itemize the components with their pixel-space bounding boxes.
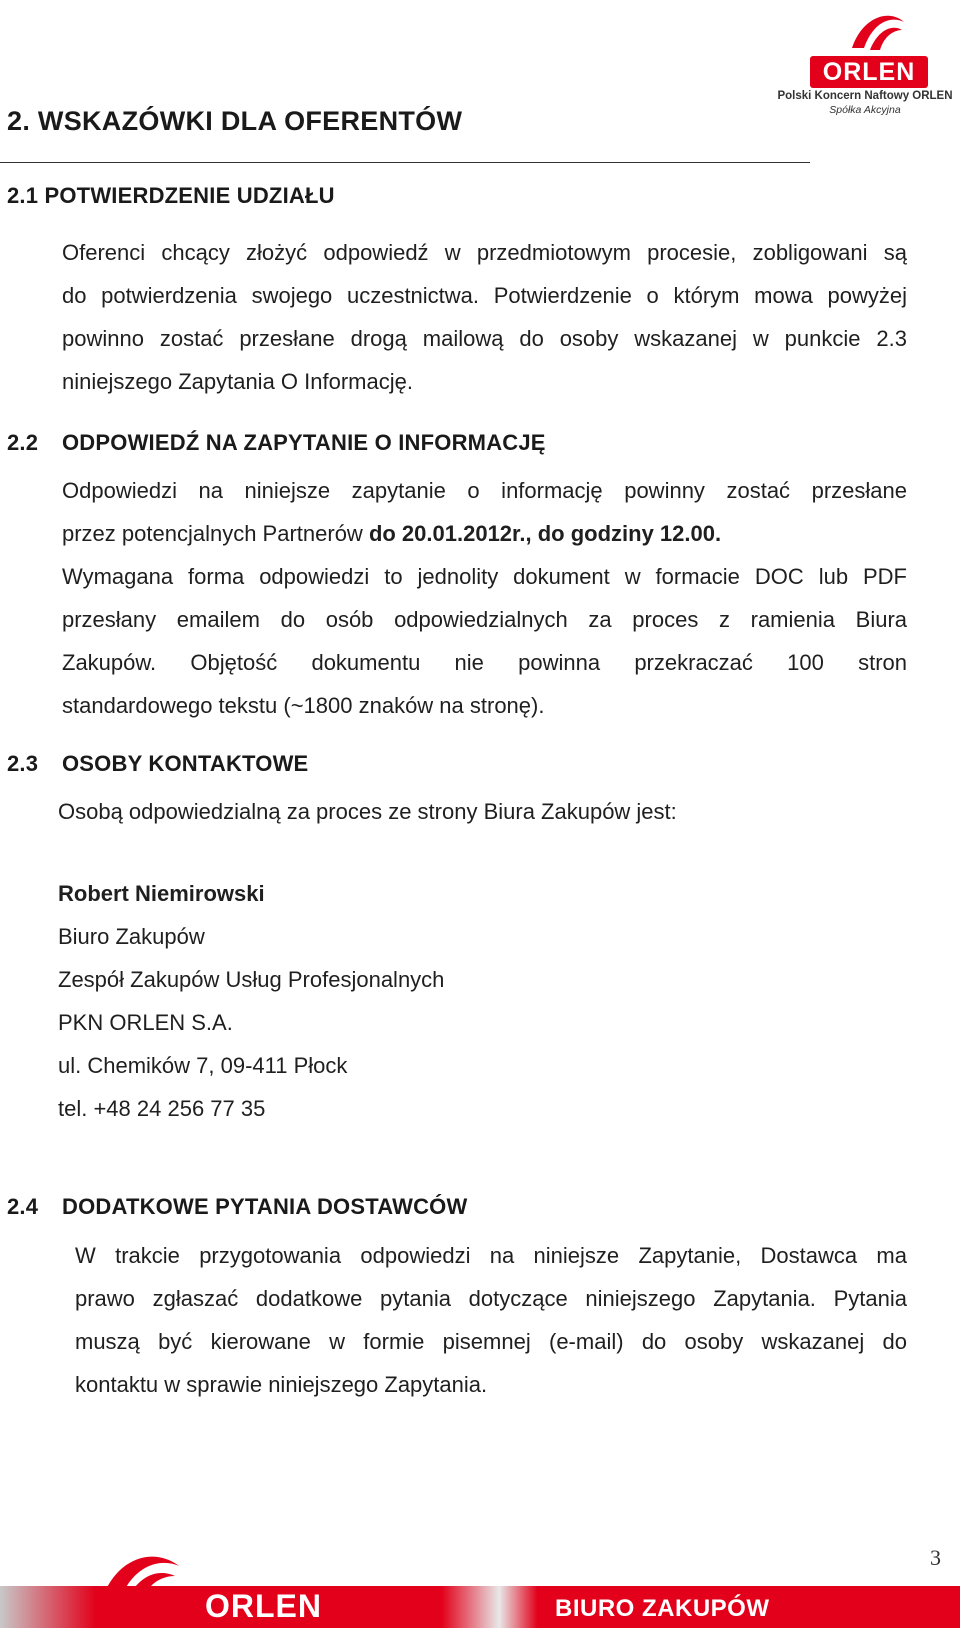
contact-team: Zespół Zakupów Usług Profesjonalnych (58, 967, 445, 992)
section-number: 2.2 (7, 430, 39, 455)
contact-company: PKN ORLEN S.A. (58, 1010, 233, 1035)
section-title: OSOBY KONTAKTOWE (62, 751, 309, 776)
paragraph-line: Zakupów. Objętość dokumentu nie powinna przekraczać 100 stron (62, 650, 907, 675)
footer-department: BIURO ZAKUPÓW (555, 1595, 770, 1622)
orlen-logo (770, 8, 960, 118)
paragraph-line: niniejszego Zapytania O Informację. (62, 369, 413, 394)
section-2-3-heading (7, 751, 308, 777)
title-divider (0, 162, 810, 163)
footer-banner (0, 1540, 960, 1640)
section-2-2-body (62, 469, 907, 727)
page-number: 3 (930, 1545, 941, 1570)
paragraph-line-deadline (62, 512, 907, 555)
section-2-4-heading (7, 1194, 467, 1220)
footer-stripe (0, 1586, 960, 1628)
paragraph-line: powinno zostać przesłane drogą mailową do osoby wskazanej w punkcie 2.3 (62, 326, 907, 351)
section-2-1-body (62, 231, 907, 403)
paragraph-line: Wymagana forma odpowiedzi to jednolity dokument w formacie DOC lub PDF (62, 564, 907, 589)
paragraph-line: standardowego tekstu (~1800 znaków na stronę). (62, 693, 545, 718)
section-number: 2.1 (7, 183, 39, 208)
logo-company-name: Polski Koncern Naftowy ORLEN (777, 90, 953, 102)
section-number: 2.3 (7, 751, 39, 776)
section-title: ODPOWIEDŹ NA ZAPYTANIE O INFORMACJĘ (62, 430, 546, 455)
contact-address: ul. Chemików 7, 09-411 Płock (58, 1053, 348, 1078)
page-title: 2. WSKAZÓWKI DLA OFERENTÓW (7, 106, 463, 136)
section-2-4-body (75, 1234, 907, 1406)
paragraph-line: prawo zgłaszać dodatkowe pytania dotyczące niniejszego Zapytania. Pytania (75, 1286, 907, 1311)
paragraph-line: przesłany emailem do osób odpowiedzialnych za proces z ramienia Biura (62, 607, 907, 632)
contact-phone: tel. +48 24 256 77 35 (58, 1096, 266, 1121)
paragraph-line: W trakcie przygotowania odpowiedzi na niniejsze Zapytanie, Dostawca ma (75, 1243, 907, 1268)
paragraph-line: kontaktu w sprawie niniejszego Zapytania. (75, 1372, 488, 1397)
section-2-1-heading (7, 183, 335, 209)
paragraph-line: Odpowiedzi na niniejsze zapytanie o informację powinny zostać przesłane (62, 478, 907, 503)
paragraph-line: Oferenci chcący złożyć odpowiedź w przedmiotowym procesie, zobligowani są (62, 240, 907, 265)
deadline-date: do 20.01.2012r., do godziny 12.00. (368, 521, 722, 546)
footer-brand: ORLEN (205, 1588, 322, 1624)
paragraph-line: do potwierdzenia swojego uczestnictwa. Potwierdzenie o którym mowa powyżej (62, 283, 907, 308)
logo-company-type: Spółka Akcyjna (829, 104, 901, 116)
logo-brand: ORLEN (810, 56, 928, 88)
contact-card (58, 872, 444, 1130)
contact-name: Robert Niemirowski (58, 881, 265, 906)
orlen-eagle-icon (848, 8, 908, 54)
section-number: 2.4 (7, 1194, 39, 1219)
paragraph-line: muszą być kierowane w formie pisemnej (e-mail) do osoby wskazanej do (75, 1329, 907, 1354)
contact-intro: Osobą odpowiedzialną za proces ze strony Biura Zakupów jest: (58, 799, 677, 824)
section-title: DODATKOWE PYTANIA DOSTAWCÓW (62, 1194, 468, 1219)
section-2-2-heading (7, 430, 546, 456)
deadline-intro: przez potencjalnych Partnerów (62, 521, 369, 546)
section-title: POTWIERDZENIE UDZIAŁU (44, 183, 335, 208)
contact-department: Biuro Zakupów (58, 924, 205, 949)
